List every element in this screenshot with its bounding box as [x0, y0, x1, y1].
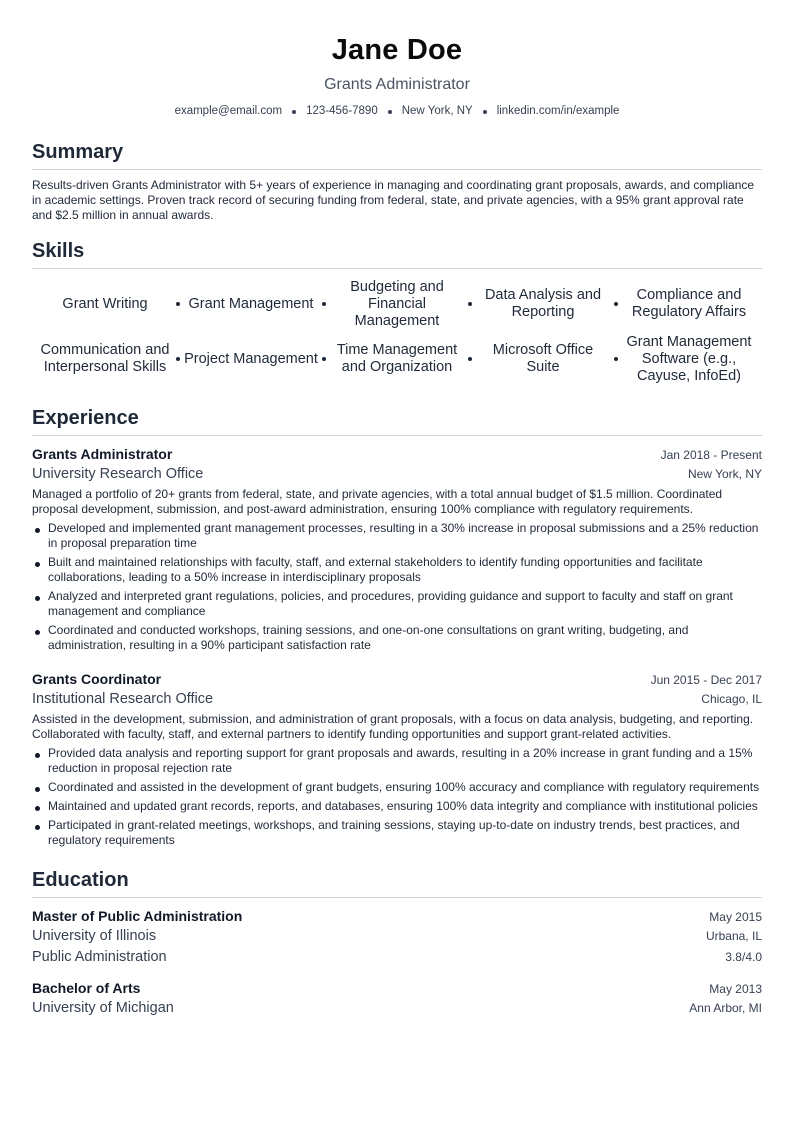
job-header-row — [32, 670, 762, 689]
skill-label: Compliance and Regulatory Affairs — [631, 287, 747, 320]
job-title: Grants Coordinator — [32, 671, 162, 687]
job-organization: Institutional Research Office — [32, 691, 214, 707]
contact-linkedin[interactable]: linkedin.com/in/example — [496, 105, 620, 117]
skills-grid — [32, 278, 762, 388]
job-entry — [32, 445, 762, 653]
list-item — [32, 555, 762, 585]
contact-line — [32, 104, 762, 119]
separator-dot-icon — [388, 110, 392, 114]
section-divider — [32, 268, 762, 269]
skill-label: Microsoft Office Suite — [492, 342, 594, 375]
list-item — [32, 521, 762, 551]
bullet-dot-icon — [35, 562, 40, 567]
edu-date: May 2015 — [709, 910, 762, 924]
job-bullets — [32, 521, 762, 653]
bullet-dot-icon — [35, 806, 40, 811]
bullet-text: Participated in grant-related meetings, workshops, and training sessions, staying up-to-date on industry trends, best practices, and regulatory requirements — [48, 818, 740, 847]
job-bullets — [32, 746, 762, 848]
education-entry — [32, 907, 762, 968]
edu-school: University of Illinois — [32, 928, 157, 944]
contact-location: New York, NY — [401, 105, 473, 117]
bullet-dot-icon — [35, 528, 40, 533]
job-org-row — [32, 689, 762, 710]
skill-item — [178, 278, 324, 330]
summary-text: Results-driven Grants Administrator with 5+ years of experience in managing and coordinating grant proposals, awards, and compliance in academic settings. Proven track record of securing funding from federal, state, and private agencies, with a 95% grant approval rate and $2.5 million in annual awards. — [32, 178, 755, 222]
edu-degree: Bachelor of Arts — [32, 980, 141, 996]
job-location: New York, NY — [687, 467, 762, 481]
skills-heading: Skills — [32, 240, 85, 262]
skill-item — [324, 278, 470, 330]
experience-heading: Experience — [32, 407, 139, 429]
skill-item — [32, 330, 178, 388]
skill-label: Communication and Interpersonal Skills — [40, 342, 170, 375]
list-item — [32, 589, 762, 619]
section-divider — [32, 169, 762, 170]
skill-label: Grant Management Software (e.g., Cayuse, InfoEd) — [626, 333, 752, 384]
resume-header — [32, 0, 762, 119]
list-item — [32, 818, 762, 848]
bullet-dot-icon — [35, 753, 40, 758]
job-org-row — [32, 464, 762, 485]
edu-school-row — [32, 998, 762, 1019]
skill-label: Time Management and Organization — [336, 342, 458, 375]
edu-date: May 2013 — [709, 982, 762, 996]
skill-item — [616, 330, 762, 388]
job-entry — [32, 670, 762, 848]
skill-label: Budgeting and Financial Management — [350, 278, 444, 329]
skill-item — [324, 330, 470, 388]
bullet-dot-icon — [35, 630, 40, 635]
section-divider — [32, 897, 762, 898]
skill-item — [470, 330, 616, 388]
skill-label: Grant Management — [188, 295, 314, 312]
edu-field-row — [32, 947, 762, 968]
list-item — [32, 780, 762, 795]
skill-item — [32, 278, 178, 330]
skill-label: Project Management — [184, 350, 318, 367]
section-divider — [32, 435, 762, 436]
bullet-text: Developed and implemented grant management processes, resulting in a 30% increase in proposal submissions and a 25% reduction in proposal preparation time — [48, 521, 759, 550]
job-location: Chicago, IL — [701, 692, 762, 706]
list-item — [32, 623, 762, 653]
bullet-dot-icon — [35, 596, 40, 601]
bullet-text: Provided data analysis and reporting support for grant proposals and awards, resulting in a 20% increase in grant funding and a 15% reduction in proposal rejection rate — [48, 746, 753, 775]
skill-label: Grant Writing — [62, 295, 148, 312]
skill-label: Data Analysis and Reporting — [484, 287, 602, 320]
edu-location: Ann Arbor, MI — [689, 1001, 762, 1015]
edu-gpa: 3.8/4.0 — [725, 950, 762, 964]
education-heading: Education — [32, 869, 129, 891]
job-header-row — [32, 445, 762, 464]
skill-item — [470, 278, 616, 330]
job-title: Grants Administrator — [32, 446, 173, 462]
edu-school: University of Michigan — [32, 1000, 174, 1016]
bullet-text: Analyzed and interpreted grant regulations, policies, and procedures, providing guidance and support to faculty and staff on grant management and compliance — [48, 589, 733, 618]
skill-item — [616, 278, 762, 330]
summary-heading: Summary — [32, 141, 124, 163]
separator-dot-icon — [483, 110, 487, 114]
bullet-dot-icon — [35, 825, 40, 830]
contact-email[interactable]: example@email.com — [174, 105, 283, 117]
education-section — [32, 868, 762, 1019]
candidate-title: Grants Administrator — [324, 76, 470, 93]
experience-section — [32, 406, 762, 848]
edu-location: Urbana, IL — [705, 929, 762, 943]
contact-phone[interactable]: 123-456-7890 — [306, 105, 378, 117]
separator-dot-icon — [292, 110, 296, 114]
job-dates: Jan 2018 - Present — [660, 448, 762, 462]
candidate-name: Jane Doe — [331, 34, 463, 66]
bullet-dot-icon — [35, 787, 40, 792]
bullet-text: Built and maintained relationships with faculty, staff, and external stakeholders to identify funding opportunities and facilitate collaborations, leading to a 50% increase in interdisciplinary proposals — [48, 555, 703, 584]
bullet-text: Coordinated and assisted in the development of grant budgets, ensuring 100% accuracy and compliance with regulatory requirements — [48, 780, 760, 794]
summary-section — [32, 140, 762, 223]
bullet-text: Maintained and updated grant records, reports, and databases, ensuring 100% data integrity and compliance with institutional policies — [48, 799, 758, 813]
edu-degree-row — [32, 979, 762, 998]
list-item — [32, 746, 762, 776]
job-organization: University Research Office — [32, 466, 204, 482]
edu-school-row — [32, 926, 762, 947]
job-description: Assisted in the development, submission, and administration of grant proposals, with a focus on data analysis, budgeting, and reporting. Collaborated with faculty, staff, and external partners to identify funding opportunities and support grant-related activities. — [32, 712, 754, 741]
edu-degree: Master of Public Administration — [32, 908, 243, 924]
list-item — [32, 799, 762, 814]
edu-field: Public Administration — [32, 949, 167, 965]
bullet-text: Coordinated and conducted workshops, training sessions, and one-on-one consultations on grant writing, budgeting, and administration, resulting in a 90% participant satisfaction rate — [48, 623, 689, 652]
education-entry — [32, 979, 762, 1019]
edu-degree-row — [32, 907, 762, 926]
job-description: Managed a portfolio of 20+ grants from federal, state, and private agencies, with a total annual budget of $1.5 million. Coordinated proposal development, submission, and post-award administration, ensuring 100% compliance with regulatory requirements. — [32, 487, 723, 516]
job-dates: Jun 2015 - Dec 2017 — [650, 673, 762, 687]
skills-section — [32, 239, 762, 388]
skill-item — [178, 330, 324, 388]
